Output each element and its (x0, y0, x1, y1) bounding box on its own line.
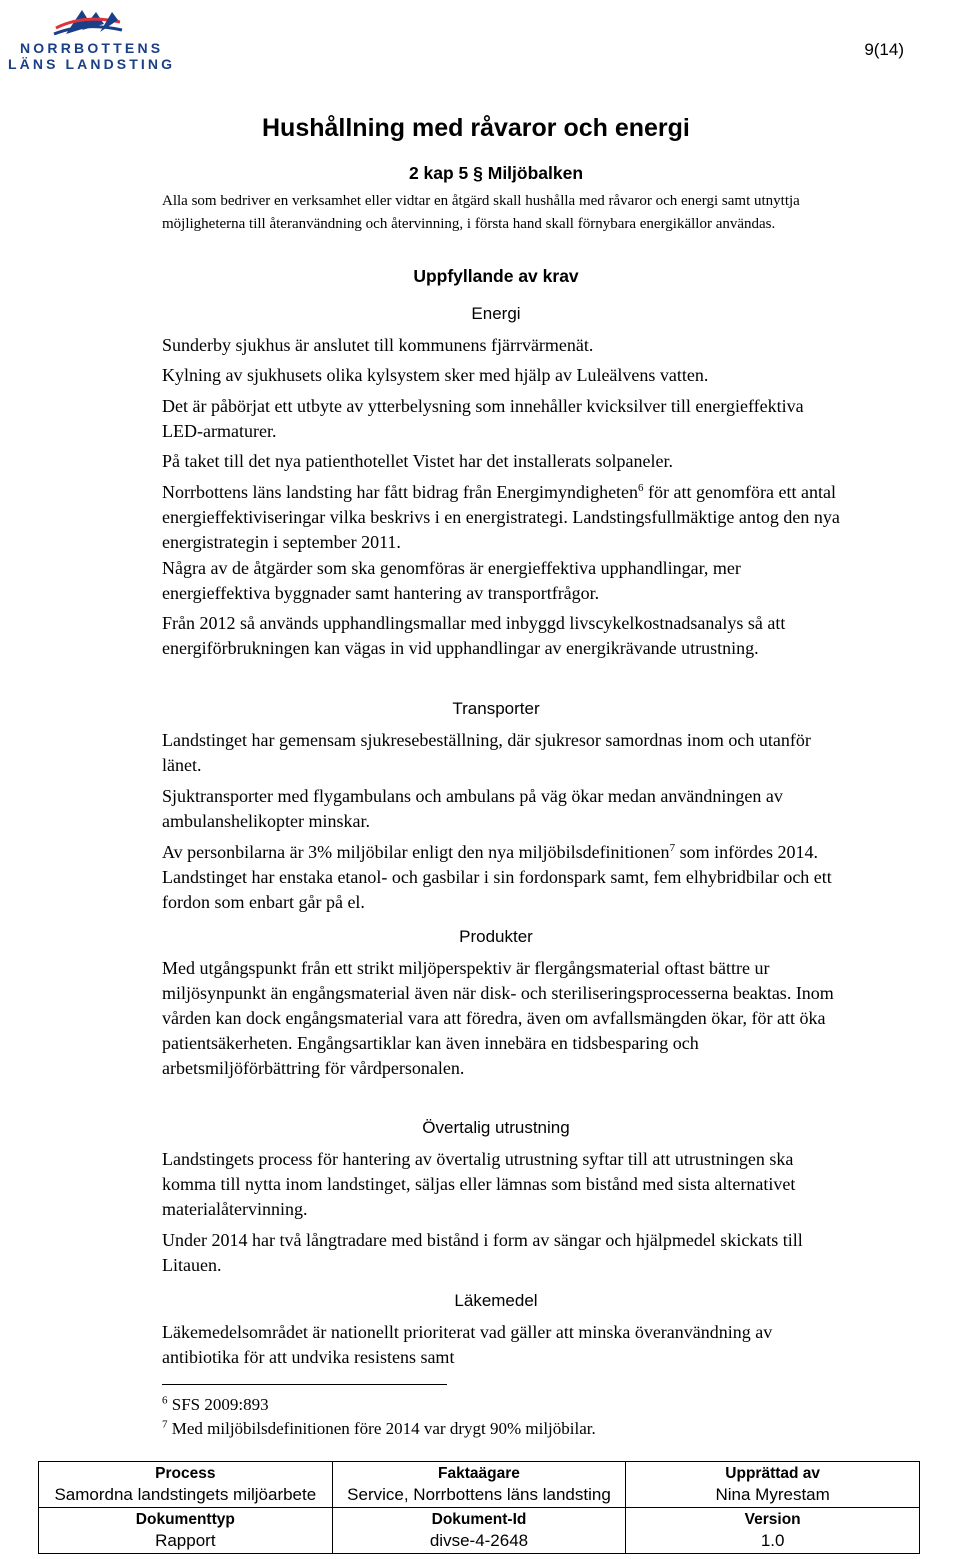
footnote-ref: 7 (669, 842, 676, 854)
logo-text-line2: LÄNS LANDSTING (8, 56, 176, 72)
surplus-paragraph: Under 2014 har två långtradare med bistånd i form av sängar och hjälpmedel skickats till Litauen. (162, 1230, 803, 1275)
doctype-label: Dokumenttyp (135, 1511, 235, 1528)
table-cell (39, 1508, 333, 1554)
law-heading: 2 kap 5 § Miljöbalken (408, 163, 584, 183)
table-cell (332, 1462, 626, 1508)
energy-heading: Energi (471, 304, 521, 323)
footnote-text: SFS 2009:893 (171, 1395, 269, 1414)
products-paragraph: Med utgångspunkt från ett strikt miljöperspektiv är flergångsmaterial oftast bättre ur miljösynpunkt än engångsmaterial även när disk- och steriliseringsprocesserna beaktas. Inom vården kan dock engångsmaterial vara att föredra, även om avfallsmängden ökar, för att öka patientsäkerheten. Engångsartiklar kan även innebära en tidsbesparing och arbetsmiljöförbättring för vårdpersonalen. (162, 958, 834, 1078)
energy-paragraph: Från 2012 så används upphandlingsmallar med inbyggd livscykelkostnadsanalys så att energiförbrukningen kan vägas in vid upphandlingar av energikrävande utrustning. (162, 613, 786, 658)
fulfillment-heading: Uppfyllande av krav (413, 266, 579, 286)
products-heading: Produkter (459, 927, 533, 946)
footnote-ref: 6 (638, 482, 644, 494)
docid-value: divse-4-2648 (429, 1531, 529, 1550)
process-label: Process (155, 1465, 216, 1482)
law-text: Alla som bedriver en verksamhet eller vidtar en åtgärd skall hushålla med råvaror och energi samt utnyttja möjligheterna till återanvändning och återvinning, i första hand skall förnybara energikällor användas. (162, 193, 800, 232)
energy-grant-text-cont: för att genomföra ett antal energieffektiviseringar vilka beskrivs i en energistrategi. Landstingsfullmäktige antog den nya energistrategin i september 2011. (162, 482, 840, 552)
page-title: Hushållning med råvaror och energi (262, 114, 690, 142)
table-cell (39, 1462, 333, 1508)
owner-value: Service, Norrbottens läns landsting (347, 1485, 611, 1504)
footnote (162, 1394, 269, 1416)
transport-heading: Transporter (452, 699, 540, 718)
document-info-table (38, 1461, 920, 1554)
footnote-number: 6 (162, 1394, 168, 1407)
energy-paragraph: Några av de åtgärder som ska genomföras är energieffektiva upphandlingar, mer energieffektiva byggnader samt hantering av transportfrågor. (162, 558, 741, 603)
pharma-paragraph: Läkemedelsområdet är nationellt prioriterat vad gäller att minska överanvändning av antibiotika för att undvika resistens samt (162, 1322, 773, 1367)
footnote-number: 7 (162, 1418, 168, 1431)
process-value: Samordna landstingets miljöarbete (54, 1485, 317, 1504)
energy-paragraph: Kylning av sjukhusets olika kylsystem sker med hjälp av Luleälvens vatten. (162, 365, 709, 385)
author-label: Upprättad av (725, 1465, 821, 1482)
table-cell (626, 1462, 920, 1508)
transport-cars-text: Av personbilarna är 3% miljöbilar enligt den nya miljöbilsdefinitionen (162, 842, 670, 862)
logo-text-line1: NORRBOTTENS (20, 40, 164, 56)
footnote (162, 1418, 596, 1440)
version-value: 1.0 (760, 1531, 785, 1550)
transport-cars-text-cont: som infördes 2014. Landstinget har enstaka etanol- och gasbilar i sin fordonspark samt, fem elhybridbilar och ett fordon som enbart går på el. (162, 842, 832, 912)
logo-wave-icon (52, 6, 124, 38)
version-label: Version (744, 1511, 801, 1528)
surplus-paragraph: Landstingets process för hantering av övertalig utrustning syftar till att utrustningen ska komma till nytta inom landstinget, säljas eller lämnas som bistånd med sista alternativet materialåtervinning. (162, 1149, 796, 1219)
energy-paragraph-grant (162, 480, 842, 555)
surplus-heading: Övertalig utrustning (422, 1118, 570, 1137)
footnote-text: Med miljöbilsdefinitionen före 2014 var drygt 90% miljöbilar. (171, 1419, 596, 1438)
table-row (39, 1508, 920, 1554)
docid-label: Dokument-Id (431, 1511, 527, 1528)
table-cell (332, 1508, 626, 1554)
energy-paragraph: Det är påbörjat ett utbyte av ytterbelysning som innehåller kvicksilver till energieffektiva LED-armaturer. (162, 396, 804, 441)
owner-label: Faktaägare (438, 1465, 520, 1482)
table-row (39, 1462, 920, 1508)
author-value: Nina Myrestam (715, 1485, 830, 1504)
page-number: 9(14) (864, 40, 904, 59)
organization-logo (4, 6, 174, 70)
transport-paragraph: Sjuktransporter med flygambulans och ambulans på väg ökar medan användningen av ambulanshelikopter minskar. (162, 786, 783, 831)
transport-paragraph-cars (162, 840, 842, 915)
pharma-heading: Läkemedel (454, 1291, 538, 1310)
doctype-value: Rapport (155, 1531, 216, 1550)
energy-paragraph: Sunderby sjukhus är anslutet till kommunens fjärrvärmenät. (162, 335, 594, 355)
transport-paragraph: Landstinget har gemensam sjukresebeställning, där sjukresor samordnas inom och utanför länet. (162, 730, 811, 775)
table-cell (626, 1508, 920, 1554)
footnote-divider (162, 1384, 447, 1385)
energy-paragraph: På taket till det nya patienthotellet Vistet har det installerats solpaneler. (162, 451, 673, 471)
energy-grant-text: Norrbottens läns landsting har fått bidrag från Energimyndigheten (162, 482, 639, 502)
